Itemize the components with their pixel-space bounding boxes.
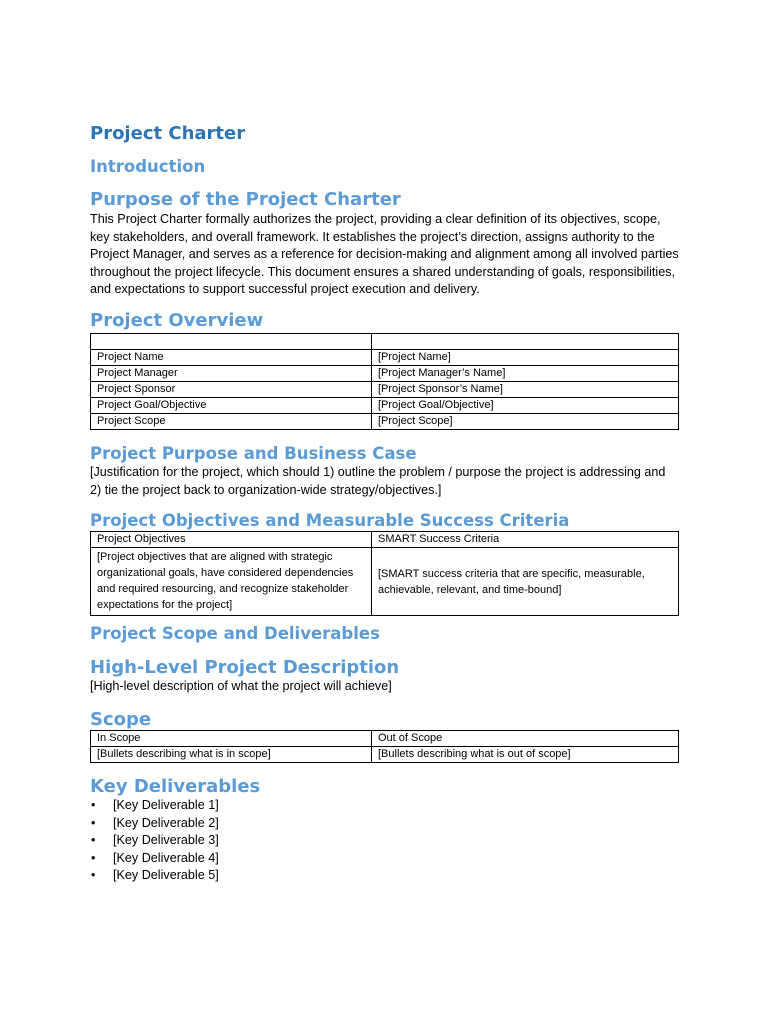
deliverable-text: [Key Deliverable 4] (113, 850, 219, 865)
bullet-icon: • (91, 815, 96, 830)
overview-header-row (91, 334, 679, 350)
success-criteria-header-cell: SMART Success Criteria (372, 532, 679, 548)
table-row (91, 350, 679, 366)
in-scope-header-cell: In Scope (91, 731, 372, 747)
overview-value-cell: [Project Goal/Objective] (372, 398, 679, 414)
list-item (90, 850, 219, 868)
purpose-paragraph: This Project Charter formally authorizes the project, providing a clear definition of its objectives, scope, key stakeholders, and overall framework. It establishes the project’s direction, assigns authority to the Project Manager, and serves as a reference for decision-making and alignment among all involved parties throughout the project lifecycle. This document ensures a shared understanding of goals, responsibilities, and expectations to support successful project execution and delivery. (90, 212, 679, 296)
objectives-table (90, 531, 679, 616)
business-case-heading: Project Purpose and Business Case (90, 444, 417, 463)
table-row (91, 398, 679, 414)
table-row (91, 414, 679, 430)
bullet-icon: • (91, 833, 96, 848)
deliverable-text: [Key Deliverable 1] (113, 798, 219, 812)
table-row (91, 532, 679, 548)
high-level-paragraph: [High-level description of what the project will achieve] (90, 679, 392, 693)
deliverable-text: [Key Deliverable 3] (113, 833, 219, 848)
table-row (91, 548, 679, 616)
table-row (91, 747, 679, 763)
success-criteria-body-cell: [SMART success criteria that are specific, measurable, achievable, relevant, and time-bound] (372, 548, 679, 616)
business-case-paragraph: [Justification for the project, which should 1) outline the problem / purpose the project is addressing and 2) tie the project back to organization-wide strategy/objectives.] (90, 465, 666, 497)
scope-table (90, 730, 679, 763)
overview-header-cell (91, 334, 372, 350)
table-row (91, 366, 679, 382)
table-row (91, 731, 679, 747)
overview-value-cell: [Project Scope] (372, 414, 679, 430)
objectives-header-cell: Project Objectives (91, 532, 372, 548)
purpose-heading: Purpose of the Project Charter (90, 189, 401, 210)
document-title: Project Charter (90, 123, 246, 144)
objectives-heading: Project Objectives and Measurable Success Criteria (90, 511, 570, 530)
overview-value-cell: [Project Manager’s Name] (372, 366, 679, 382)
overview-header-cell (372, 334, 679, 350)
list-item (90, 832, 219, 850)
overview-table (90, 333, 679, 430)
scope-heading: Scope (90, 709, 152, 730)
scope-deliverables-heading: Project Scope and Deliverables (90, 624, 380, 643)
deliverable-text: [Key Deliverable 2] (113, 815, 219, 830)
deliverable-text: [Key Deliverable 5] (113, 868, 219, 883)
overview-value-cell: [Project Sponsor’s Name] (372, 382, 679, 398)
overview-label-cell: Project Name (91, 350, 372, 366)
objectives-body-cell: [Project objectives that are aligned with strategic organizational goals, have considered dependencies and required resourcing, and recognize stakeholder expectations for the project] (91, 548, 372, 616)
bullet-icon: • (91, 798, 96, 812)
list-item (90, 867, 219, 885)
overview-label-cell: Project Manager (91, 366, 372, 382)
deliverables-list (90, 797, 219, 885)
table-row (91, 382, 679, 398)
list-item (90, 797, 219, 815)
in-scope-body-cell: [Bullets describing what is in scope] (91, 747, 372, 763)
overview-label-cell: Project Goal/Objective (91, 398, 372, 414)
overview-label-cell: Project Sponsor (91, 382, 372, 398)
out-of-scope-body-cell: [Bullets describing what is out of scope] (372, 747, 679, 763)
high-level-heading: High-Level Project Description (90, 657, 400, 678)
list-item (90, 815, 219, 833)
overview-heading: Project Overview (90, 310, 264, 331)
out-of-scope-header-cell: Out of Scope (372, 731, 679, 747)
overview-label-cell: Project Scope (91, 414, 372, 430)
bullet-icon: • (91, 868, 96, 883)
deliverables-heading: Key Deliverables (90, 776, 261, 797)
bullet-icon: • (91, 850, 96, 865)
overview-value-cell: [Project Name] (372, 350, 679, 366)
introduction-heading: Introduction (90, 157, 206, 176)
